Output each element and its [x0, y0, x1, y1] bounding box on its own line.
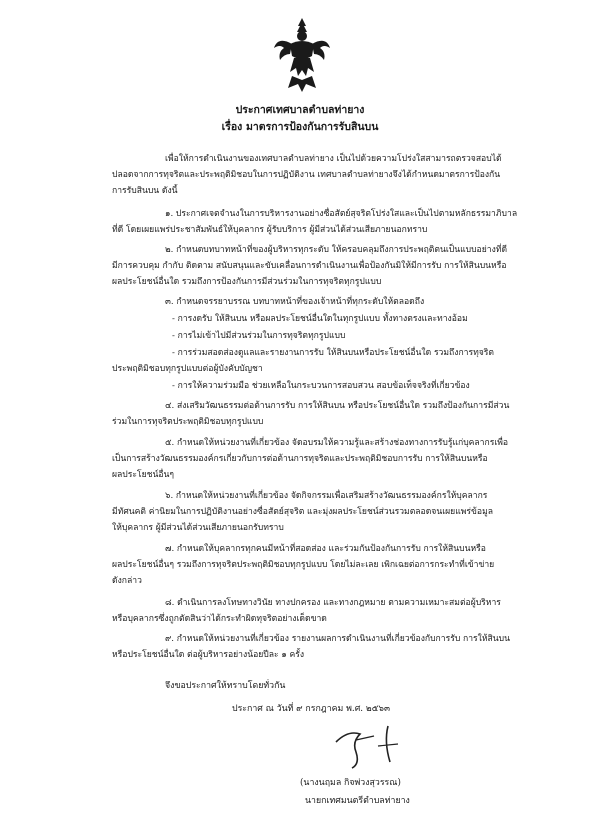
item-1-line: ที่ดี โดยเผยแพร่ประชาสัมพันธ์ให้บุคลากร ผู้รับบริการ ผู้มีส่วนได้ส่วนเสียภายนอกทราบ [112, 225, 428, 235]
signatory-name: (นางนฤมล กิจพ่วงสุวรรณ) [300, 778, 401, 788]
item-3-line: ประพฤติมิชอบทุกรูปแบบต่อผู้บังคับบัญชา [112, 364, 263, 374]
item-6-line: ๖. กำหนดให้หน่วยงานที่เกี่ยวข้อง จัดกิจกรรมเพื่อเสริมสร้างวัฒนธรรมองค์กรให้บุคลากร [165, 491, 488, 501]
item-9-line: หรือประโยชน์อื่นใด ต่อผู้บริหารอย่างน้อยปีละ ๑ ครั้ง [112, 650, 305, 660]
item-1-line: ๑. ประกาศเจตจำนงในการบริหารงานอย่างซื่อสัตย์สุจริตโปร่งใสและเป็นไปตามหลักธรรมาภิบาล [165, 209, 518, 219]
item-7-line: ดังกล่าว [112, 576, 142, 586]
announcement-date: ประกาศ ณ วันที่ ๙ กรกฎาคม พ.ศ. ๒๕๖๓ [232, 704, 390, 714]
item-3-bullet: - การงดรับ ให้สินบน หรือผลประโยชน์อื่นใดในทุกรูปแบบ ทั้งทางตรงและทางอ้อม [172, 314, 468, 324]
item-3-bullet: - การร่วมสอดส่องดูแลและรายงานการรับ ให้สินบนหรือประโยชน์อื่นใด รวมถึงการทุจริต [172, 348, 494, 358]
intro-line: ปลอดจากการทุจริตและประพฤติมิชอบในการปฏิบัติงาน เทศบาลตำบลท่ายางจึงได้กำหนดมาตรการป้องกัน [112, 170, 501, 180]
closing-statement: จึงขอประกาศให้ทราบโดยทั่วกัน [165, 681, 286, 691]
item-4-line: ร่วมในการทุจริตประพฤติมิชอบทุกรูปแบบ [112, 417, 264, 427]
item-5-line: เป็นการสร้างวัฒนธรรมองค์กรเกี่ยวกับการต่อต้านการทุจริตและประพฤติมิชอบการรับ การให้สินบนหรือ [112, 454, 488, 464]
item-2-line: มีการควบคุม กำกับ ติดตาม สนับสนุนและขับเคลื่อนการดำเนินงานเพื่อป้องกันมิให้มีการรับ การให้สินบนหรือ [112, 261, 507, 271]
handwritten-signature [330, 722, 412, 770]
item-5-line: ผลประโยชน์อื่นๆ [112, 470, 174, 480]
item-6-line: มีทัศนคติ ค่านิยมในการปฏิบัติงานอย่างซื่อสัตย์สุจริต และมุ่งผลประโยชน์ส่วนรวมตลอดจนเผยแพร่ข้อมูล [112, 507, 493, 517]
intro-line: เพื่อให้การดำเนินงานของเทศบาลตำบลท่ายาง เป็นไปด้วยความโปร่งใสสามารถตรวจสอบได้ [165, 154, 502, 164]
item-7-line: ๗. กำหนดให้บุคลากรทุกคนมีหน้าที่สอดส่อง และร่วมกันป้องกันการรับ การให้สินบนหรือ [165, 544, 486, 554]
intro-line: การรับสินบน ดังนี้ [112, 186, 178, 196]
item-7-line: ผลประโยชน์อื่นๆ รวมถึงการทุจริตประพฤติมิชอบทุกรูปแบบ โดยไม่ละเลย เพิกเฉยต่อการกระทำที่เข้าข่าย [112, 560, 495, 570]
item-4-line: ๔. ส่งเสริมวัฒนธรรมต่อต้านการรับ การให้สินบน หรือประโยชน์อื่นใด รวมถึงป้องกันการมีส่วน [165, 401, 510, 411]
signatory-position: นายกเทศมนตรีตำบลท่ายาง [305, 796, 410, 806]
item-3-bullet: - การให้ความร่วมมือ ช่วยเหลือในกระบวนการสอบสวน สอบข้อเท็จจริงที่เกี่ยวข้อง [172, 381, 470, 391]
announcement-subject: เรื่อง มาตรการป้องกันการรับสินบน [221, 121, 379, 133]
item-8-line: ๘. ดำเนินการลงโทษทางวินัย ทางปกครอง และทางกฎหมาย ตามความเหมาะสมต่อผู้บริหาร [165, 598, 501, 608]
item-2-line: ผลประโยชน์อื่นใด รวมถึงการป้องกันการมีส่วนร่วมในการทุจริตทุกรูปแบบ [112, 277, 382, 287]
item-2-line: ๒. กำหนดบทบาทหน้าที่ของผู้บริหารทุกระดับ ให้ครอบคลุมถึงการประพฤติตนเป็นแบบอย่างที่ดี [165, 245, 508, 255]
item-9-line: ๙. กำหนดให้หน่วยงานที่เกี่ยวข้อง รายงานผลการดำเนินงานที่เกี่ยวข้องกับการรับ การให้สินบน [165, 634, 510, 644]
item-3-bullet: - การไม่เข้าไปมีส่วนร่วมในการทุจริตทุกรูปแบบ [172, 331, 346, 341]
announcement-title: ประกาศเทศบาลตำบลท่ายาง [235, 104, 365, 116]
item-3-line: ๓. กำหนดจรรยาบรรณ บทบาทหน้าที่ของเจ้าหน้าที่ทุกระดับให้ตลอดถึง [165, 297, 425, 307]
garuda-emblem-icon [272, 14, 332, 94]
item-6-line: ให้บุคลากร ผู้มีส่วนได้ส่วนเสียภายนอกรับทราบ [112, 523, 284, 533]
item-8-line: หรือบุคลากรซึ่งถูกตัดสินว่าได้กระทำผิดทุจริตอย่างเด็ดขาด [112, 614, 327, 624]
item-5-line: ๕. กำหนดให้หน่วยงานที่เกี่ยวข้อง จัดอบรมให้ความรู้และสร้างช่องทางการรับรู้แก่บุคลากรเพื่อ [165, 438, 509, 448]
